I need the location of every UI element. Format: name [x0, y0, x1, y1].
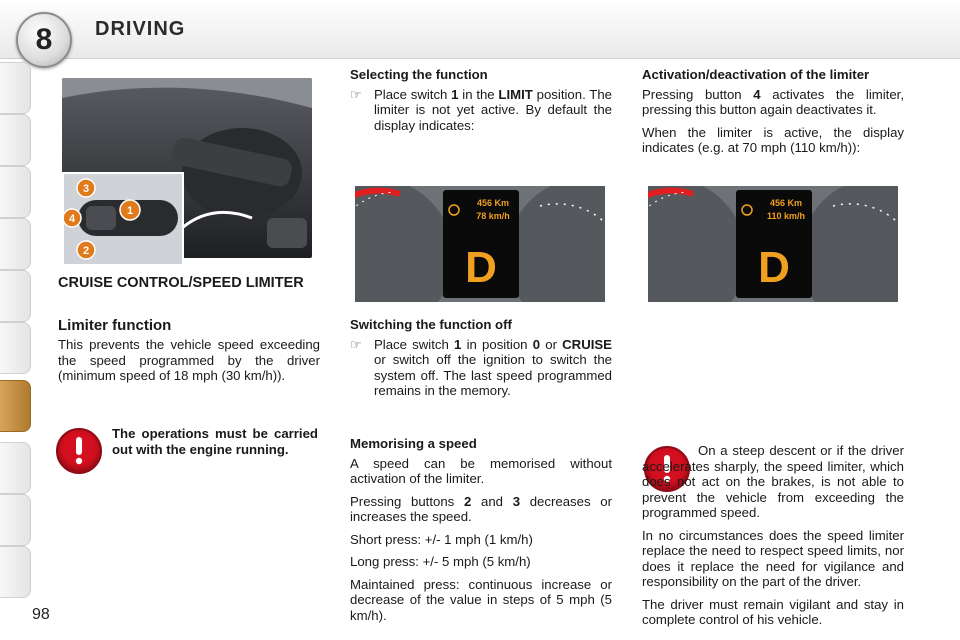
- activation-p2: When the limiter is active, the display indicates (e.g. at 70 mph (110 km/h)):: [642, 124, 904, 155]
- descent-warning-p1: On a steep descent or if the driver accelerates sharply, the speed limiter, which does not act on the brakes, is not able to prevent the vehicle from exceeding the programmed speed.: [642, 443, 904, 520]
- memorising-title: Memorising a speed: [350, 436, 477, 451]
- display-gear: D: [758, 243, 790, 292]
- switching-off-text: Place switch 1 in position 0 or CRUISE or switch off the ignition to switch the system off. The last speed programmed remains in the memory.: [374, 336, 612, 398]
- chapter-tab[interactable]: [0, 270, 31, 322]
- hand-pointer-icon: ☞: [350, 336, 362, 352]
- chapter-title: DRIVING: [95, 18, 186, 40]
- memorising-p2: Pressing buttons 2 and 3 decreases or increases the speed.: [350, 493, 612, 524]
- memorising-p3: Short press: +/- 1 mph (1 km/h): [350, 531, 533, 547]
- memorising-section: [350, 436, 612, 630]
- descent-warning-p3: The driver must remain vigilant and stay in complete control of his vehicle.: [642, 596, 904, 627]
- stalk-label-2: 2: [82, 245, 90, 257]
- activation-p1: Pressing button 4 activates the limiter, pressing this button again deactivates it.: [642, 86, 905, 117]
- chapter-number: 8: [35, 23, 53, 56]
- warning-icon: [56, 428, 102, 474]
- chapter-tab[interactable]: [0, 166, 31, 218]
- intro-text: This prevents the vehicle speed exceeding the speed programmed by the driver (minimum speed of 18 mph (30 km/h)).: [58, 337, 320, 383]
- stalk-label-3: 3: [82, 183, 90, 195]
- section-title: CRUISE CONTROL/SPEED LIMITER: [58, 275, 304, 291]
- display-speed: 110 km/h: [766, 211, 806, 221]
- instrument-display-active: [648, 186, 898, 302]
- switching-off-section: [350, 317, 612, 399]
- descent-warning-p2: In no circumstances does the speed limiter replace the need to respect speed limits, nor does it replace the need for vigilance and responsibility on the part of the driver.: [642, 527, 904, 589]
- chapter-tab[interactable]: [0, 62, 31, 114]
- descent-warning-block: [642, 443, 904, 635]
- section-subtitle: Limiter function: [58, 317, 172, 334]
- chapter-tab[interactable]: [0, 114, 31, 166]
- selecting-section: [350, 67, 612, 133]
- intro-text-block: [58, 337, 320, 391]
- chapter-tab[interactable]: [0, 546, 31, 598]
- display-gear: D: [465, 243, 497, 292]
- selecting-text: Place switch 1 in the LIMIT position. The limiter is not yet active. By default the display indicates:: [374, 86, 612, 133]
- stalk-inset-diagram: [62, 172, 184, 266]
- stalk-label-1: 1: [126, 205, 134, 217]
- page-number: 98: [32, 606, 50, 623]
- instrument-display-default: [355, 186, 605, 302]
- activation-section: [642, 67, 904, 163]
- hand-pointer-icon: ☞: [350, 86, 362, 102]
- memorising-p1: A speed can be memorised without activation of the limiter.: [350, 455, 612, 486]
- memorising-p4: Long press: +/- 5 mph (5 km/h): [350, 554, 531, 569]
- display-distance: 456 Km: [476, 198, 510, 208]
- chapter-tab[interactable]: [0, 322, 31, 374]
- chapter-tab-active[interactable]: [0, 380, 31, 432]
- chapter-badge: [16, 12, 72, 68]
- chapter-tab[interactable]: [0, 494, 31, 546]
- display-speed: 78 km/h: [476, 211, 510, 221]
- switching-off-step: [350, 337, 612, 399]
- memorising-p5: Maintained press: continuous increase or decrease of the value in steps of 5 mph (5 km/h).: [350, 576, 612, 623]
- selecting-step: [350, 87, 612, 134]
- engine-warning-block: [112, 426, 318, 464]
- selecting-title: Selecting the function: [350, 67, 488, 82]
- engine-warning-text: The operations must be carried out with the engine running.: [112, 426, 318, 457]
- chapter-tab[interactable]: [0, 218, 31, 270]
- chapter-tabs: [0, 62, 34, 582]
- switching-off-title: Switching the function off: [350, 317, 512, 332]
- display-distance: 456 Km: [769, 198, 803, 208]
- stalk-label-4: 4: [68, 213, 76, 225]
- activation-title: Activation/deactivation of the limiter: [642, 67, 870, 82]
- chapter-tab[interactable]: [0, 442, 31, 494]
